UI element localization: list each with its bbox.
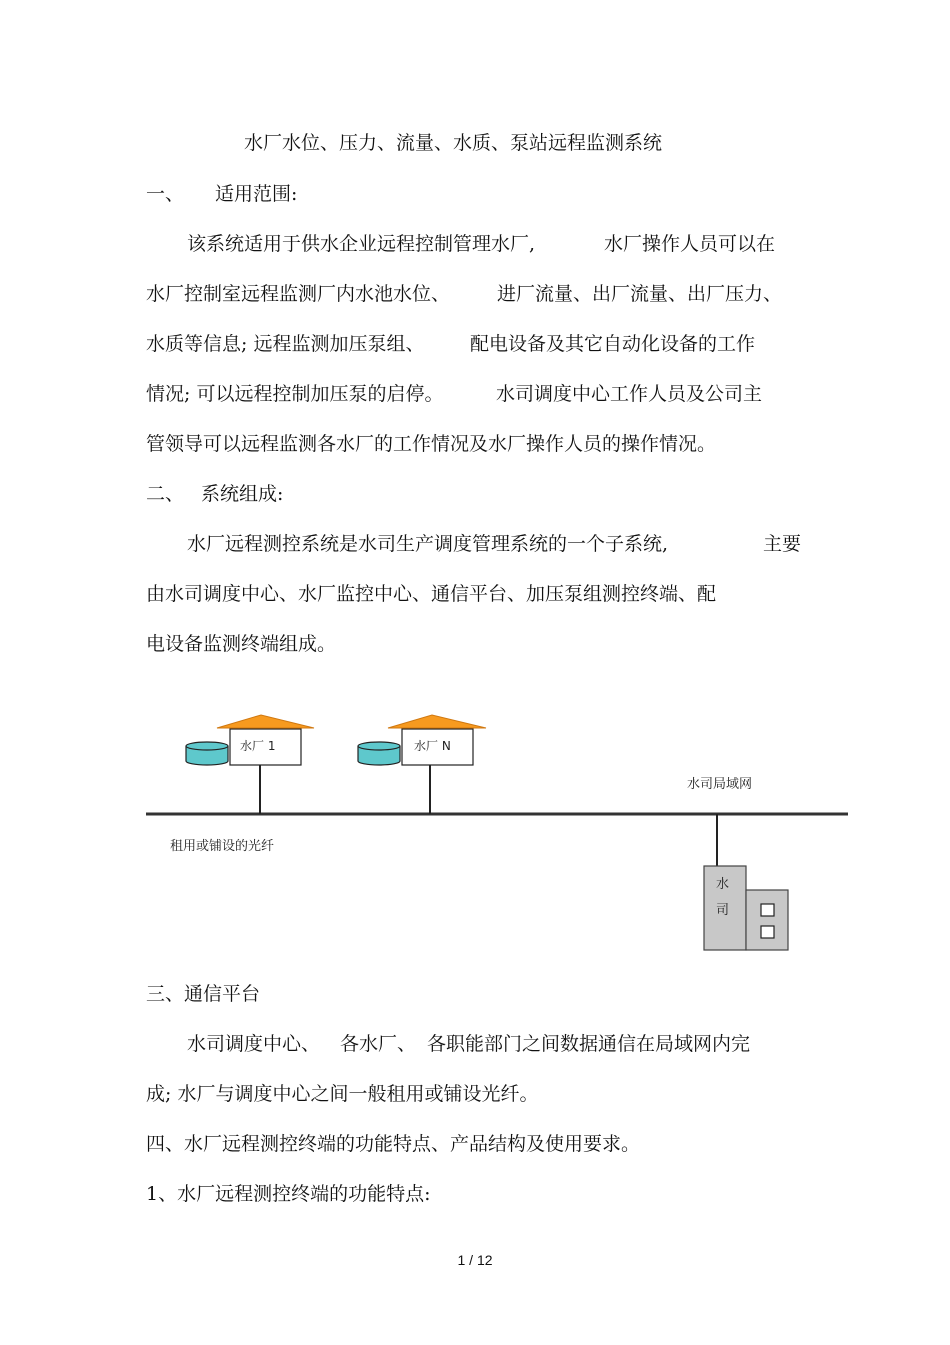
section-1-number: 一、 <box>146 183 185 205</box>
para-2-line-1b: 主要 <box>763 533 802 555</box>
hq-label-line-1: 水 <box>716 877 730 892</box>
hq-window-1 <box>761 904 774 916</box>
section-2-heading: 系统组成: <box>201 483 284 505</box>
section-1-heading: 适用范围: <box>215 183 298 205</box>
para-1-line-3b: 配电设备及其它自动化设备的工作 <box>470 333 756 355</box>
para-1-line-4a: 情况; 可以远程控制加压泵的启停。 <box>146 383 444 405</box>
section-2-number: 二、 <box>146 483 185 505</box>
plant-n-label: 水厂 N <box>414 739 451 753</box>
plant-1-label: 水厂 1 <box>240 739 276 753</box>
system-diagram <box>0 700 950 960</box>
fiber-label: 租用或铺设的光纤 <box>170 839 275 854</box>
para-2-line-1a: 水厂远程测控系统是水司生产调度管理系统的一个子系统, <box>187 533 669 555</box>
para-1-line-3a: 水质等信息; 远程监测加压泵组、 <box>146 333 425 355</box>
para-1-line-2a: 水厂控制室远程监测厂内水池水位、 <box>146 283 451 305</box>
hq-label-line-2: 司 <box>716 903 730 918</box>
section-4-1-heading: 1、水厂远程测控终端的功能特点: <box>146 1183 431 1205</box>
plant-1-roof <box>217 715 314 728</box>
page-number: 1 / 12 <box>457 1252 493 1268</box>
para-1-line-2b: 进厂流量、出厂流量、出厂压力、 <box>497 283 783 305</box>
plant-1-tank-top <box>186 742 228 750</box>
doc-title: 水厂水位、压力、流量、水质、泵站远程监测系统 <box>244 132 663 154</box>
lan-label: 水司局域网 <box>687 777 753 792</box>
hq-window-2 <box>761 926 774 938</box>
para-3-line-1c: 各职能部门之间数据通信在局域网内完 <box>427 1033 751 1055</box>
para-3-line-1b: 各水厂、 <box>340 1033 417 1055</box>
plant-n-roof <box>388 715 486 728</box>
para-1-line-1b: 水厂操作人员可以在 <box>604 233 776 255</box>
section-4-heading: 四、水厂远程测控终端的功能特点、产品结构及使用要求。 <box>146 1133 641 1155</box>
section-3-heading: 三、通信平台 <box>146 983 261 1005</box>
para-2-line-3: 电设备监测终端组成。 <box>146 633 337 655</box>
plant-n-tank-top <box>358 742 400 750</box>
para-3-line-1a: 水司调度中心、 <box>187 1033 321 1055</box>
para-1-line-1a: 该系统适用于供水企业远程控制管理水厂, <box>187 233 536 255</box>
para-1-line-5: 管领导可以远程监测各水厂的工作情况及水厂操作人员的操作情况。 <box>146 433 717 455</box>
hq-annex <box>746 890 788 950</box>
para-3-line-2: 成; 水厂与调度中心之间一般租用或铺设光纤。 <box>146 1083 539 1105</box>
para-2-line-2: 由水司调度中心、水厂监控中心、通信平台、加压泵组测控终端、配 <box>146 583 717 605</box>
para-1-line-4b: 水司调度中心工作人员及公司主 <box>496 383 763 405</box>
